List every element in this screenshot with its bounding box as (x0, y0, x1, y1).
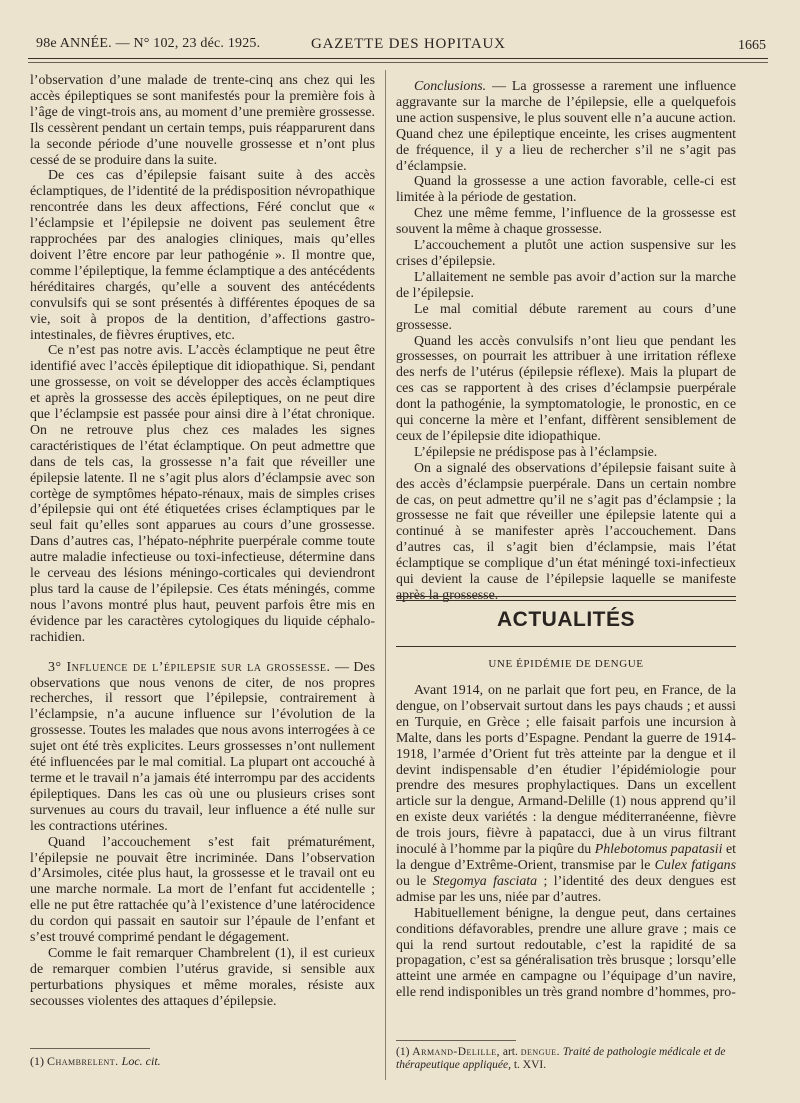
paragraph: L’épilepsie ne prédispose pas à l’éclampsie. (414, 444, 658, 460)
section-heading: 3° Influence de l’épilepsie sur la grossesse. (48, 659, 331, 675)
issue-info: 98e ANNÉE. — N° 102, 23 déc. 1925. (36, 36, 261, 51)
footnote-rule (30, 1048, 150, 1049)
page-header (36, 30, 766, 60)
section-rule-bottom (396, 646, 736, 647)
column-divider (385, 70, 386, 1080)
paragraph: Quand la grossesse a une action favorable, celle-ci est limitée à la période de gestation. (396, 174, 736, 206)
header-rule-secondary (28, 62, 768, 63)
journal-title: GAZETTE DES HOPITAUX (311, 36, 506, 52)
paragraph: Le mal comitial débute rarement au cours d’une grossesse. (396, 301, 736, 333)
footnote-left: (1) Chambrelent. Loc. cit. (30, 1054, 161, 1068)
paragraph: Conclusions. — La grossesse a rarement une influence aggravante sur la marche de l’épilepsie, elle a quelquefois une action suspensive, le plus souvent elle n’a aucune action. Quand chez une épileptique enceinte, les crises augmentent de fréquence, il y a lieu de rechercher s’il ne s’agit pas d’éclampsie. (396, 79, 736, 174)
section-paragraph (30, 660, 375, 835)
footnote-rule (396, 1040, 516, 1041)
paragraph: L’allaitement ne semble pas avoir d’action sur la marche de l’épilepsie. (396, 269, 736, 301)
paragraph: L’accouchement a plutôt une action suspensive sur les crises d’épilepsie. (396, 238, 736, 269)
paragraph: De ces cas d’épilepsie faisant suite à des accès éclamptiques, de l’identité de la prédisposition névropathique rencontrée dans les deux affections, Féré conclut que « l’éclampsie et l’épilepsie ne doivent pas seulement être rapprochées par des analogies cliniques, mais qu’elles doivent l’être encore par leur pathogénie ». Il montre que, comme l’épileptique, la femme éclamptique a des antécédents héréditaires chargés, qu’elle a souvent des antécédents convulsifs qui se sont présentés à différentes époques de sa vie, soit à propos de la dentition, d’affections gastro-intestinales, de fièvres éruptives, etc. (30, 168, 375, 343)
right-column-dengue (396, 683, 736, 1001)
conclusions-label: Conclusions. (414, 79, 487, 94)
paragraph: Avant 1914, on ne parlait que fort peu, en France, de la dengue, on l’observait surtout dans les pays chauds ; et aussi en Turquie, en Grèce ; elle faisait parfois une incursion à Malte, dans les ports d’Espagne. Pendant la guerre de 1914-1918, l’armée d’Orient fut très atteinte par la dengue et il devint indispensable d’en étudier l’épidémiologie pour prendre des mesures prophylactiques. Dans un excellent article sur la dengue, Armand-Delille (1) nous apprend qu’il en existe deux variétés : la dengue méditerranéenne, fièvre de trois jours, fièvre à papatacci, due à un virus filtrant inoculé à l’homme par la piqûre du Phlebotomus papatasii et la dengue d’Extrême-Orient, transmise par le Culex fatigans ou le Stegomya fasciata ; l’identité des deux dengues est admise par les uns, niée par d’autres. (396, 683, 736, 905)
page-number: 1665 (738, 38, 766, 53)
paragraph: On a signalé des observations d’épilepsie faisant suite à des accès d’éclampsie puerpérale. Dans un certain nombre de cas, on peut admettre qu’il ne s’agit pas d’éclampsie ; la grossesse ne fait que réveiller une épilepsie latente qui a continué à se manifester après l’accouchement. Dans d’autres cas, il s’agit bien d’éclampsie, mais l’état éclamptique se complique d’un état méningé toxi-infectieux qui devient la cause de l’épilepsie laquelle se manifeste après la grossesse. (396, 460, 736, 603)
right-column-conclusions (396, 79, 736, 604)
footnote-right: (1) Armand-Delille, art. dengue. Traité de pathologie médicale et de thérapeutique appliquée, t. XVI. (396, 1046, 726, 1071)
paragraph: Chez une même femme, l’influence de la grossesse est souvent la même à chaque grossesse. (396, 206, 736, 238)
section-rule-top-2 (396, 600, 736, 601)
paragraph: Habituellement bénigne, la dengue peut, dans certaines conditions défavorables, prendre une allure grave ; mais ce qui la rend surtout redoutable, c’est la rapidité de sa propagation, c’est sa généralisation très brusque ; lorsqu’elle atteint une armée en campagne ou l’équipage d’un navire, elle rend indisponibles un très grand nombre d’hommes, pro- (396, 905, 736, 1001)
paragraph: Comme le fait remarquer Chambrelent (1), il est curieux de remarquer combien l’utérus gravide, si sensible aux perturbations physiques et même morales, résiste aux secousses violentes des attaques d’épilepsie. (30, 945, 375, 1009)
article-subtitle: UNE ÉPIDÉMIE DE DENGUE (488, 658, 644, 670)
paragraph: Ce n’est pas notre avis. L’accès éclamptique ne peut être identifié avec l’accès épileptique dit idiopathique. Si, pendant une grossesse, on voit se développer des accès éclamptiques et après la grossesse des accès épileptiques, on ne peut dire que l’éclampsie est passée pour ainsi dire à l’état chronique. On ne retrouve plus chez ces malades les signes caractéristiques de l’état éclamptique. On peut admettre que dans de tels cas, la grossesse n’a fait que réveiller une épilepsie latente. Il ne s’agit plus alors d’éclampsie avec son cortège de symptômes hépato-rénaux, mais de simples crises d’épilepsie qui ont été étiquetées crises éclamptiques par le seul fait qu’elles sont apparues au cours d’une grossesse. Dans d’autres cas, l’hépato-néphrite puerpérale comme toute autre maladie infectieuse ou toxi-infectieuse, détermine dans le cerveau des lésions méningo-corticales qui deviendront plus tard la cause de l’épilepsie. Ces états méningés, comme nous l’avons montré plus haut, peuvent parfois être mis en évidence par les caractères cytologiques du liquide céphalo-rachidien. (30, 343, 375, 645)
paragraph-text: — Des observations que nous venons de citer, de nos propres recherches, il ressort que l’épilepsie, contrairement à l’éclampsie, n’a aucune influence sur l’évolution de la grossesse. Toutes les malades que nous avons interrogées à ce sujet ont été très explicites. Leurs grossesses n’ont nullement été influencées par le mal comitial. La plupart ont accouché à terme et le travail n’a jamais été interrompu par des accidents épileptiques. Dans les cas où une ou plusieurs crises sont survenues au cours du travail, leur influence a été nulle sur les contractions utérines. (30, 659, 375, 834)
section-title: ACTUALITÉS (497, 608, 635, 631)
paragraph: l’observation d’une malade de trente-cinq ans chez qui les accès épileptiques se sont manifestés pour la première fois à l’âge de vingt-trois ans, au moment d’une première grossesse. Ils cessèrent pendant un certain temps, puis réapparurent dans la seconde période d’une nouvelle grossesse et n’ont plus cessé de se produire dans la suite. (30, 73, 375, 168)
left-column (30, 73, 375, 1010)
paragraph: Quand les accès convulsifs n’ont lieu que pendant les grossesses, on pourrait les attribuer à une irritation réflexe des nerfs de l’utérus (épilepsie réflexe). Mais la plupart de ces cas se rapportent à des crises d’éclampsie puerpérale dont la pathogénie, la symptomatologie, le pronostic, en ce qui concerne la mère et l’enfant, diffèrent sensiblement de ceux de l’épilepsie dite idiopathique. (396, 333, 736, 444)
header-rule (28, 58, 768, 59)
section-rule-top (396, 596, 736, 597)
paragraph: Quand l’accouchement s’est fait prématurément, l’épilepsie ne pouvait être incriminée. Dans l’observation d’Arsimoles, citée plus haut, la grossesse et le travail ont eu une marche normale. La mort de l’enfant fut accidentelle ; elle ne put être rattachée qu’à l’existence d’une latérocidence du cordon qui passait en sautoir sur l’épaule de l’enfant et s’est trouvé comprimé pendant le dégagement. (30, 834, 375, 946)
